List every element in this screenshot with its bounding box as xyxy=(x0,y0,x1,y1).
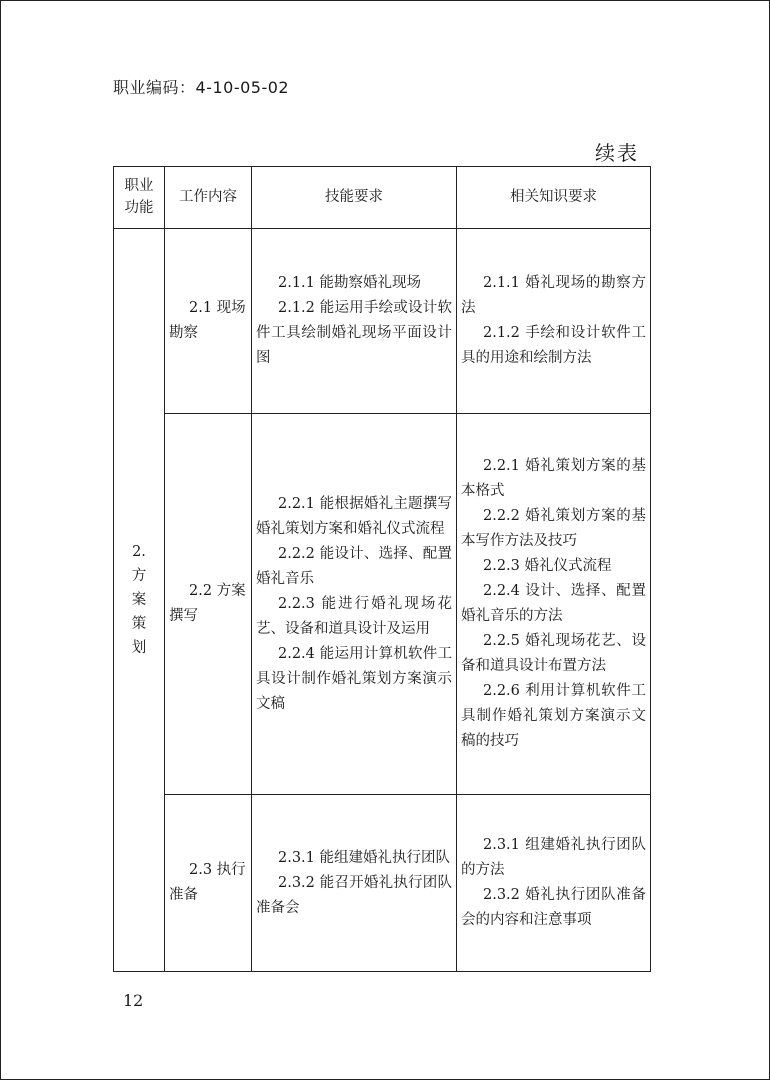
skills-cell xyxy=(252,229,457,414)
function-number: 2. xyxy=(132,543,146,560)
knowledge-item: 2.2.5 婚礼现场花艺、设备和道具设计布置方法 xyxy=(461,633,646,674)
skills-cell xyxy=(252,414,457,795)
column-header-skills: 技能要求 xyxy=(252,167,457,229)
knowledge-cell xyxy=(457,795,651,972)
knowledge-item: 2.3.2 婚礼执行团队准备会的内容和注意事项 xyxy=(461,887,646,928)
skill-item: 2.3.2 能召开婚礼执行团队准备会 xyxy=(256,874,452,916)
function-char: 策 xyxy=(131,615,147,632)
skill-item: 2.1.2 能运用手绘或设计软件工具绘制婚礼现场平面设计图 xyxy=(256,300,452,366)
work-content-cell: 2.2 方案 撰写 xyxy=(165,414,252,795)
function-cell xyxy=(114,229,165,972)
knowledge-cell xyxy=(457,229,651,414)
knowledge-item: 2.1.2 手绘和设计软件工具的用途和绘制方法 xyxy=(461,325,646,366)
knowledge-item: 2.2.4 设计、选择、配置婚礼音乐的方法 xyxy=(461,583,646,624)
skill-item: 2.2.2 能设计、选择、配置婚礼音乐 xyxy=(256,545,452,587)
knowledge-item: 2.1.1 婚礼现场的勘察方法 xyxy=(461,275,646,316)
column-header-knowledge: 相关知识要求 xyxy=(457,167,651,229)
knowledge-item: 2.2.1 婚礼策划方案的基本格式 xyxy=(461,458,646,499)
skills-cell xyxy=(252,795,457,972)
knowledge-item: 2.2.2 婚礼策划方案的基本写作方法及技巧 xyxy=(461,508,646,549)
skill-item: 2.2.1 能根据婚礼主题撰写婚礼策划方案和婚礼仪式流程 xyxy=(256,495,452,537)
column-header-function: 职业功能 xyxy=(114,167,165,229)
skill-item: 2.3.1 能组建婚礼执行团队 xyxy=(278,849,451,866)
occupation-code: 职业编码：4-10-05-02 xyxy=(113,78,290,97)
function-char: 方 xyxy=(131,567,147,584)
skill-item: 2.1.1 能勘察婚礼现场 xyxy=(278,275,422,291)
table-row xyxy=(114,229,651,414)
table-header-row xyxy=(114,167,651,229)
column-header-content: 工作内容 xyxy=(165,167,252,229)
knowledge-item: 2.2.6 利用计算机软件工具制作婚礼策划方案演示文稿的技巧 xyxy=(461,683,646,749)
knowledge-item: 2.3.1 组建婚礼执行团队的方法 xyxy=(461,837,646,878)
skill-item: 2.2.3 能进行婚礼现场花艺、设备和道具设计及运用 xyxy=(256,595,452,637)
work-content-cell: 2.3 执行 准备 xyxy=(165,795,252,972)
continued-label: 续表 xyxy=(595,141,639,165)
function-char: 划 xyxy=(131,639,147,656)
table-row xyxy=(114,414,651,795)
function-char: 案 xyxy=(131,591,147,608)
work-content-cell: 2.1 现场 勘察 xyxy=(165,229,252,414)
skill-item: 2.2.4 能运用计算机软件工具设计制作婚礼策划方案演示文稿 xyxy=(256,645,452,712)
table-row xyxy=(114,795,651,972)
page-number: 12 xyxy=(123,991,144,1010)
skills-table xyxy=(113,166,651,972)
knowledge-item: 2.2.3 婚礼仪式流程 xyxy=(483,558,612,574)
knowledge-cell xyxy=(457,414,651,795)
